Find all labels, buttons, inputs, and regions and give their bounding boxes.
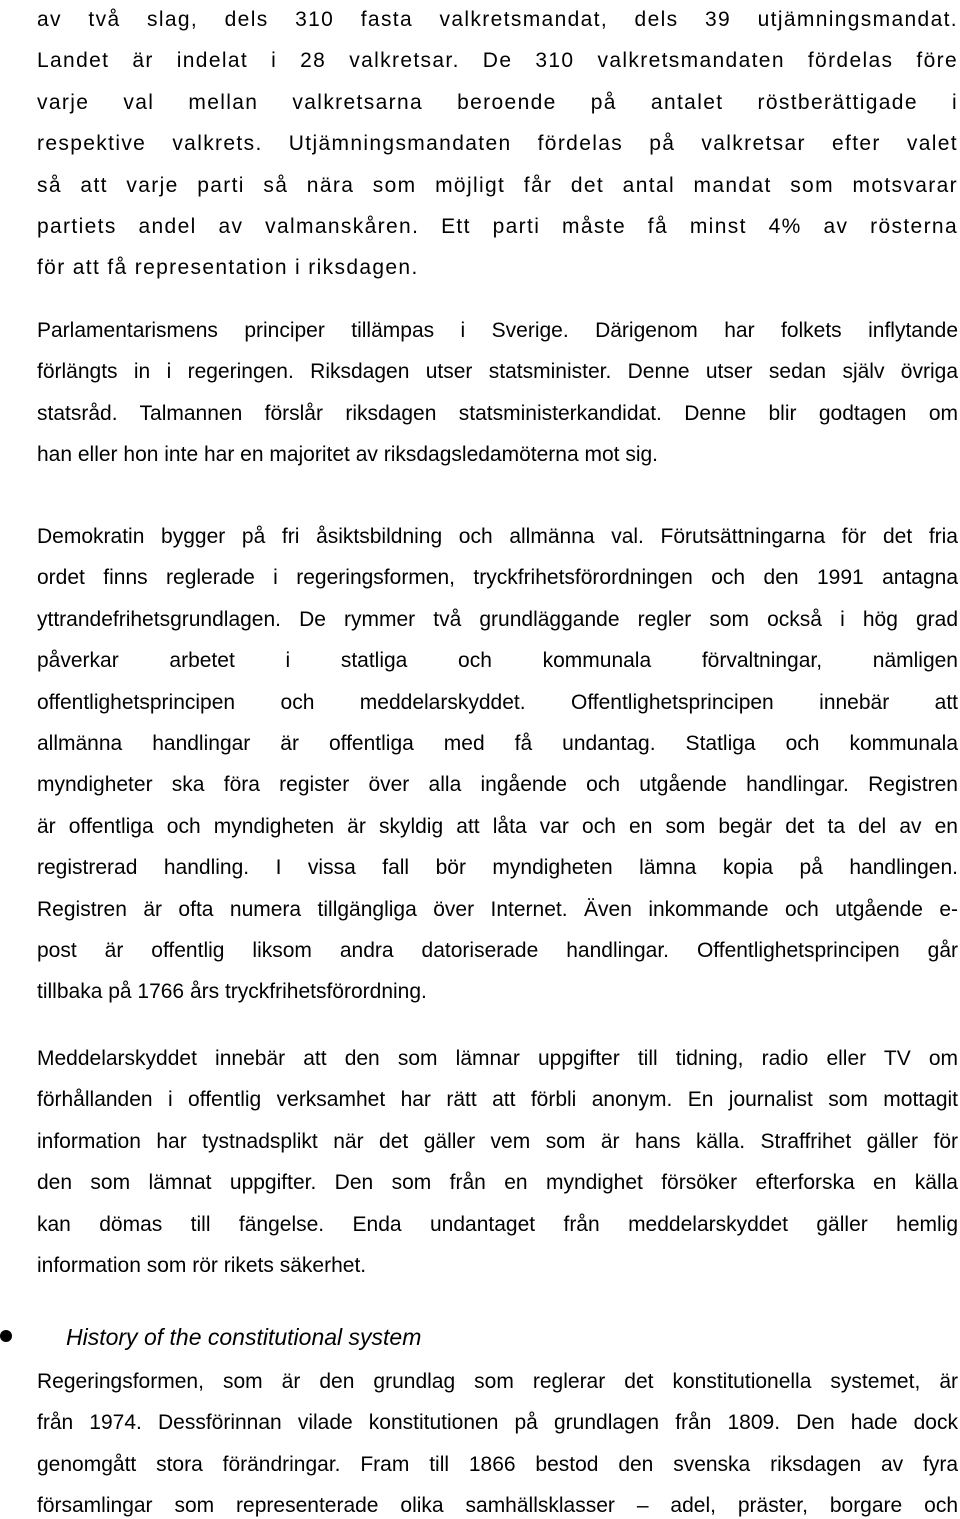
- paragraph-line: genomgått stora förändringar. Fram till 1866 bestod den svenska riksdagen av fyra: [37, 1452, 958, 1476]
- section-heading: History of the constitutional system: [66, 1324, 422, 1350]
- paragraph-line: församlingar som representerade olika samhällsklasser – adel, präster, borgare och: [37, 1494, 958, 1518]
- paragraph-line: varje val mellan valkretsarna beroende på antalet röstberättigade i: [37, 90, 958, 114]
- paragraph-line: offentlighetsprincipen och meddelarskyddet. Offentlighetsprincipen innebär att: [37, 690, 958, 714]
- paragraph-line: information har tystnadsplikt när det gäller vem som är hans källa. Straffrihet gäller för: [37, 1129, 958, 1153]
- paragraph-line: Parlamentarismens principer tillämpas i Sverige. Därigenom har folkets inflytande: [37, 319, 958, 342]
- paragraph-line: post är offentlig liksom andra datoriserade handlingar. Offentlighetsprincipen går: [37, 939, 958, 963]
- paragraph-line: partiets andel av valmanskåren. Ett parti måste få minst 4% av rösterna: [37, 215, 958, 239]
- paragraph-line: myndigheter ska föra register över alla ingående och utgående handlingar. Registren: [37, 773, 958, 797]
- paragraph-line: från 1974. Dessförinnan vilade konstitutionen på grundlagen från 1809. Den hade dock: [37, 1411, 958, 1435]
- paragraph-line: Registren är ofta numera tillgängliga över Internet. Även inkommande och utgående e-: [37, 897, 958, 921]
- paragraph-line: statsråd. Talmannen förslår riksdagen statsministerkandidat. Denne blir godtagen om: [37, 401, 958, 425]
- paragraph-history: [37, 1361, 958, 1519]
- paragraph-line: respektive valkrets. Utjämningsmandaten fördelas på valkretsar efter valet: [37, 132, 958, 156]
- paragraph-line: allmänna handlingar är offentliga med få undantag. Statliga och kommunala: [37, 732, 958, 756]
- paragraph-democracy: [37, 516, 958, 1013]
- paragraph-line: yttrandefrihetsgrundlagen. De rymmer två grundläggande regler som också i hög grad: [37, 607, 958, 631]
- paragraph-source-protection: [37, 1038, 958, 1286]
- paragraph-line: Regeringsformen, som är den grundlag som reglerar det konstitutionella systemet, är: [37, 1370, 958, 1393]
- paragraph-line: den som lämnat uppgifter. Den som från en myndighet försöker efterforska en källa: [37, 1171, 958, 1195]
- paragraph-line: är offentliga och myndigheten är skyldig att låta var och en som begär det ta del av en: [37, 814, 958, 838]
- paragraph-line: förlängts in i regeringen. Riksdagen utser statsminister. Denne utser sedan själv övriga: [37, 360, 958, 384]
- paragraph-line: Landet är indelat i 28 valkretsar. De 310 valkretsmandaten fördelas före: [37, 49, 958, 73]
- paragraph-elections: [37, 0, 958, 289]
- paragraph-line: information som rör rikets säkerhet.: [37, 1254, 367, 1278]
- paragraph-line: förhållanden i offentlig verksamhet har rätt att förbli anonym. En journalist som mottagit: [37, 1088, 958, 1112]
- paragraph-line: Demokratin bygger på fri åsiktsbildning och allmänna val. Förutsättningarna för det fria: [37, 525, 958, 548]
- bullet-icon: [0, 1330, 12, 1342]
- paragraph-line: kan dömas till fängelse. Enda undantaget från meddelarskyddet gäller hemlig: [37, 1212, 958, 1236]
- paragraph-line: registrerad handling. I vissa fall bör myndigheten lämna kopia på handlingen.: [37, 856, 958, 880]
- paragraph-line: tillbaka på 1766 års tryckfrihetsförordning.: [37, 980, 427, 1004]
- paragraph-line: påverkar arbetet i statliga och kommunala förvaltningar, nämligen: [37, 649, 958, 673]
- paragraph-parliamentarism: [37, 310, 958, 476]
- paragraph-line: av två slag, dels 310 fasta valkretsmandat, dels 39 utjämningsmandat.: [37, 8, 958, 31]
- paragraph-line: ordet finns reglerade i regeringsformen, tryckfrihetsförordningen och den 1991 antagna: [37, 566, 958, 590]
- paragraph-line: Meddelarskyddet innebär att den som lämnar uppgifter till tidning, radio eller TV om: [37, 1047, 958, 1070]
- paragraph-line: så att varje parti så nära som möjligt får det antal mandat som motsvarar: [37, 173, 958, 197]
- paragraph-line: för att få representation i riksdagen.: [37, 256, 419, 280]
- paragraph-line: han eller hon inte har en majoritet av riksdagsledamöterna mot sig.: [37, 443, 658, 467]
